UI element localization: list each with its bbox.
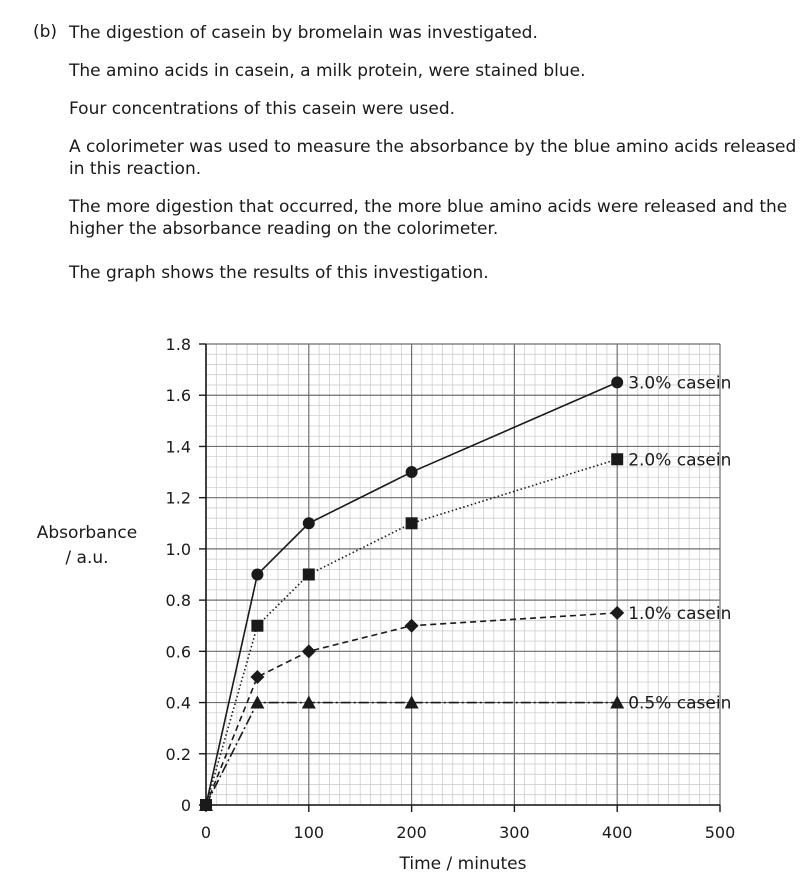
y-axis-title-line-1: Absorbance (36, 523, 138, 543)
x-axis-title: Time / minutes (399, 854, 527, 874)
y-tick-label: 0.4 (165, 693, 191, 713)
y-tick-label: 1.2 (165, 488, 191, 508)
data-point (610, 606, 624, 620)
paragraph: The more digestion that occurred, the more blue amino acids were released and the higher the absorbance reading on the colorimeter. (69, 197, 788, 239)
y-axis-title-line-2: / a.u. (65, 548, 109, 568)
data-point (251, 620, 263, 632)
data-point (611, 376, 623, 388)
data-point (302, 644, 316, 658)
data-point (611, 453, 623, 465)
y-tick-label: 1.4 (165, 437, 191, 457)
series-label: 0.5% casein (628, 693, 732, 714)
tick-labels (166, 335, 736, 842)
series-label: 2.0% casein (628, 450, 732, 471)
data-point (406, 517, 418, 529)
y-tick-label: 0.6 (165, 642, 191, 662)
paragraph: A colorimeter was used to measure the absorbance by the blue amino acids released in this reaction. (69, 137, 797, 179)
y-tick-label: 1.8 (165, 335, 191, 354)
x-tick-label: 100 (293, 823, 325, 842)
data-point (251, 569, 263, 581)
series-labels (628, 373, 731, 713)
data-point (406, 466, 418, 478)
x-tick-label: 200 (396, 823, 427, 842)
data-point (303, 517, 315, 529)
y-tick-label: 1.6 (165, 386, 191, 406)
x-tick-label: 300 (499, 823, 530, 842)
x-tick-label: 500 (704, 823, 736, 842)
series-label: 3.0% casein (628, 373, 732, 394)
series-label: 1.0% casein (628, 603, 732, 624)
paragraph: Four concentrations of this casein were used. (69, 99, 456, 119)
minor-gridlines (206, 344, 720, 805)
paragraph: The digestion of casein by bromelain was investigated. (69, 23, 538, 43)
question-label: (b) (33, 22, 58, 42)
paragraph: The amino acids in casein, a milk protein, were stained blue. (69, 61, 586, 81)
y-tick-label: 0 (180, 796, 191, 815)
x-tick-label: 0 (200, 823, 212, 842)
y-tick-label: 1.0 (165, 539, 191, 559)
data-point (303, 569, 315, 581)
y-tick-label: 0.8 (165, 591, 191, 611)
axes (199, 344, 720, 812)
paragraph: The graph shows the results of this investigation. (69, 263, 489, 283)
y-tick-label: 0.2 (165, 744, 191, 764)
x-tick-label: 400 (601, 823, 633, 842)
